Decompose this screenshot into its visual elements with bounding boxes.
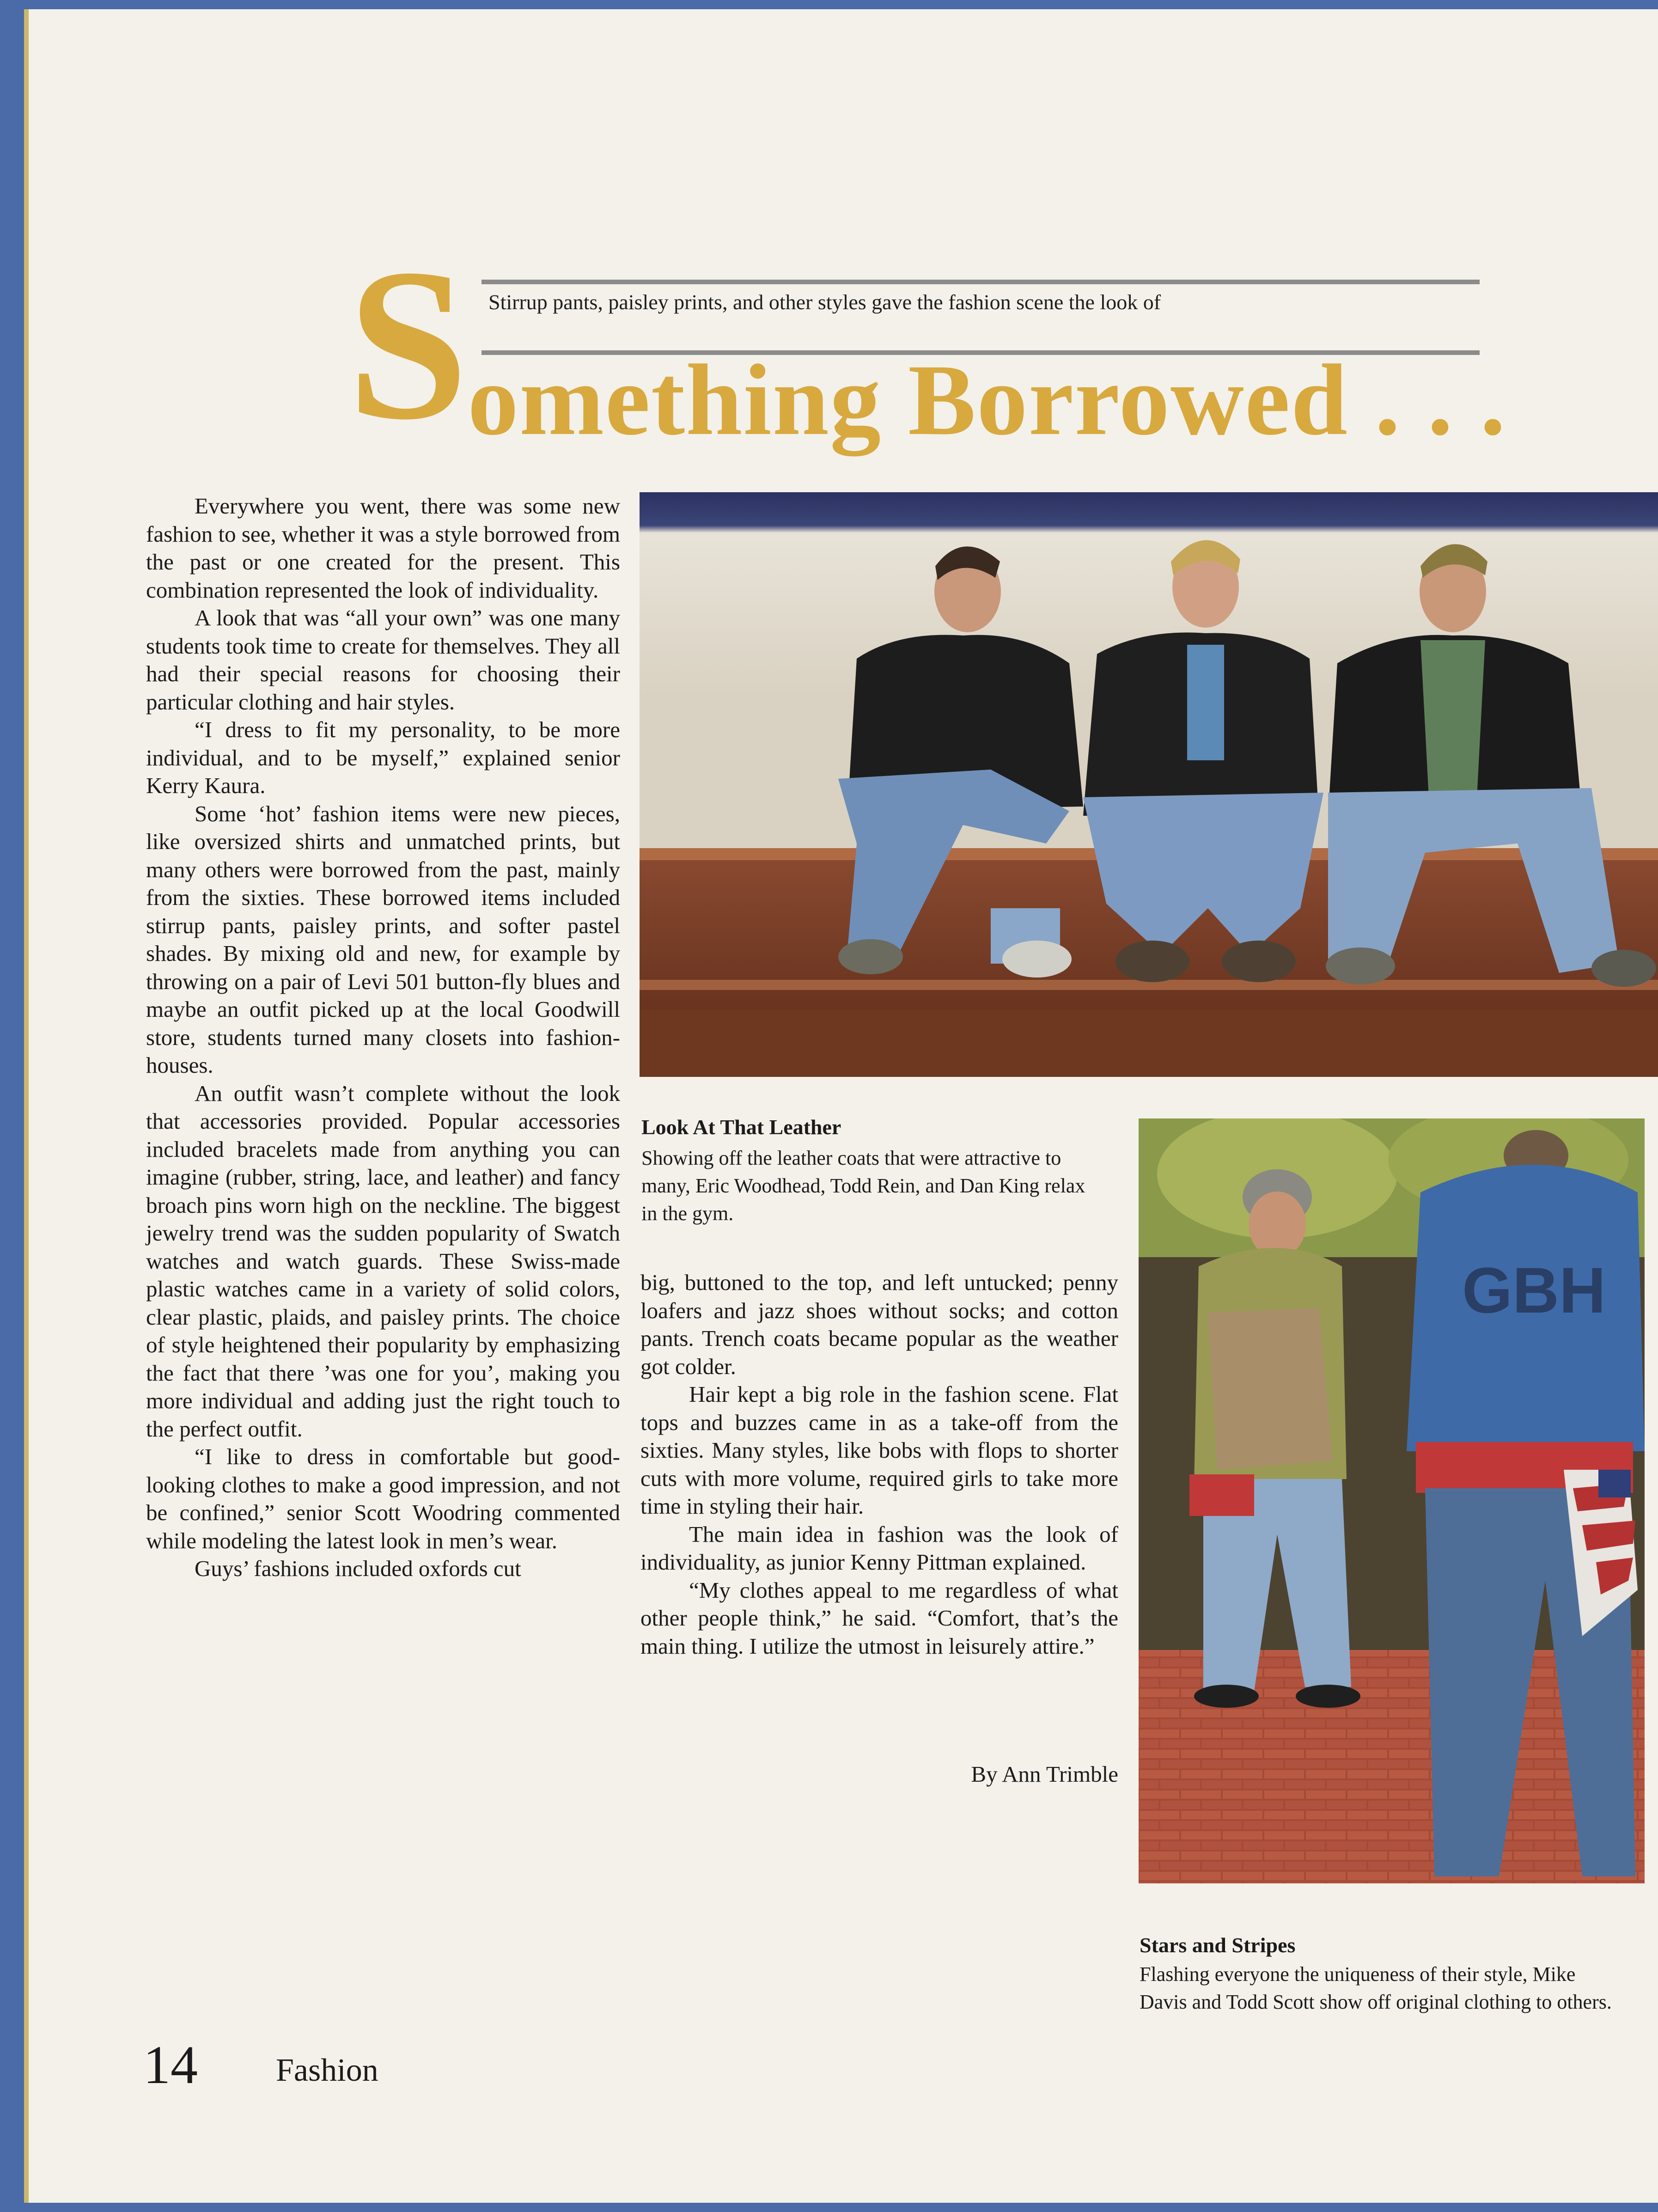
article-column-1 (146, 492, 620, 1583)
photo-stars-and-stripes (1139, 1118, 1645, 1883)
paragraph: “My clothes appeal to me regardless of what other people think,” he said. “Comfort, that’s the main thing. I utilize the utmost in leisurely attire.” (640, 1577, 1118, 1659)
page-spine-edge (24, 9, 29, 2203)
paragraph: Guys’ fashions included oxfords cut (195, 1556, 521, 1581)
paragraph: Hair kept a big role in the fashion scene. Flat tops and buzzes came in as a take-off from the sixties. Many styles, like bobs with flops to shorter cuts with more volume, required girls to take more time in styling their hair. (640, 1381, 1118, 1519)
yearbook-page (24, 9, 1658, 2203)
drop-letter: S (347, 224, 469, 464)
byline: By Ann Trimble (971, 1761, 1118, 1787)
paragraph: “I dress to fit my personality, to be more individual, and to be myself,” explained senior Kerry Kaura. (146, 717, 620, 798)
paragraph: The main idea in fashion was the look of individuality, as junior Kenny Pittman explained. (640, 1521, 1118, 1575)
page-number: 14 (143, 2035, 198, 2095)
jacket-lettering: GBH (1462, 1254, 1606, 1326)
caption-text-leather: Showing off the leather coats that were attractive to many, Eric Woodhead, Todd Rein, and Dan King relax in the gym. (641, 1147, 1085, 1225)
caption-title-leather: Look At That Leather (641, 1115, 841, 1139)
paragraph: An outfit wasn’t complete without the look that accessories provided. Popular accessories included bracelets made from anything you can imagine (rubber, string, lace, and leather) and fancy broach pins worn high on the neckline. The biggest jewelry trend was the sudden popularity of Swatch watches and watch guards. These Swiss-made plastic watches came in a variety of solid colors, clear plastic, plaids, and paisley prints. The choice of style heightened their popularity by emphasizing the fact that there ’was one for you’, making you more individual and adding just the right touch to the perfect outfit. (146, 1080, 620, 1442)
caption-text-stripes: Flashing everyone the uniqueness of their style, Mike Davis and Todd Scott show off original clothing to others. (1140, 1963, 1612, 2013)
header-rule-top (482, 280, 1480, 284)
photo-leather-coats (640, 492, 1658, 1077)
paragraph: Some ‘hot’ fashion items were new pieces, like oversized shirts and unmatched prints, but many others were borrowed from the past, mainly from the sixties. These borrowed items included stirrup pants, paisley prints, and softer pastel shades. By mixing old and new, for example by throwing on a pair of Levi 501 button-fly blues and maybe an outfit picked up at the local Goodwill store, students turned many closets into fashion-houses. (146, 800, 620, 1078)
headline: omething Borrowed . . . (468, 343, 1506, 456)
headline-kicker: Stirrup pants, paisley prints, and other styles gave the fashion scene the look of (488, 290, 1161, 314)
paragraph: Everywhere you went, there was some new fashion to see, whether it was a style borrowed from the past or one created for the present. This combination represented the look of individuality. (146, 493, 620, 603)
article-column-2 (640, 1269, 1118, 1660)
paragraph: “I like to dress in comfortable but good-looking clothes to make a good impression, and not be confined,” senior Scott Woodring commented while modeling the latest look in men’s wear. (146, 1444, 620, 1553)
section-name: Fashion (276, 2053, 378, 2088)
paragraph: big, buttoned to the top, and left untucked; penny loafers and jazz shoes without socks; and cotton pants. Trench coats became popular as the weather got colder. (640, 1270, 1118, 1379)
caption-title-stripes: Stars and Stripes (1140, 1933, 1296, 1957)
paragraph: A look that was “all your own” was one many students took time to create for themselves. They all had their special reasons for choosing their particular clothing and hair styles. (146, 605, 620, 715)
